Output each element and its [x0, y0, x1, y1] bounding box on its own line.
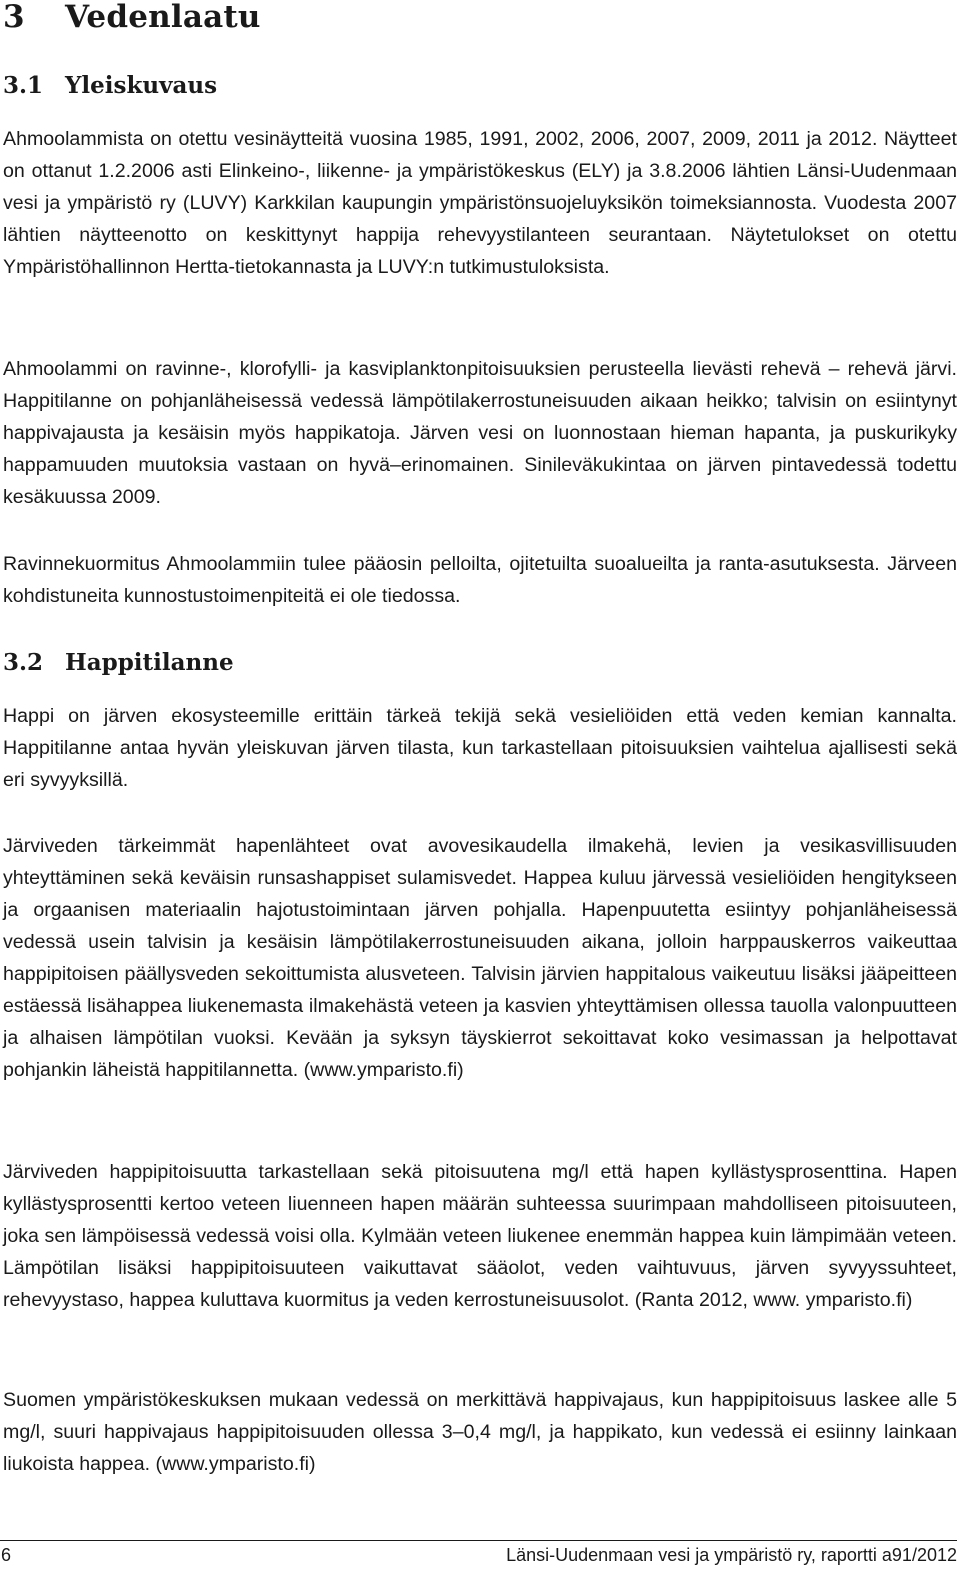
section-number: 3.2 [3, 649, 44, 676]
section-title: Happitilanne [65, 649, 234, 676]
paragraph-oxygen-sources: Järviveden tärkeimmät hapenlähteet ovat avovesikaudella ilmakehä, levien ja vesikasvillisuuden yhteyttäminen sekä keväisin runsashappiset sulamisvedet. Happea kuluu järvessä vesieliöiden hengitykseen ja orgaanisen materiaalin hajotustoimintaan järven pohjalla. Hapenpuutetta esiintyy pohjanläheisessä vedessä usein talvisin ja kesäisin lämpötilakerrostuneisuuden aikana, jolloin harppauskerros vaikeuttaa happipitoisen päällysveden sekoittumista alusveteen. Talvisin järvien happitalous vaikeutuu lisäksi jääpeitteen estäessä lisähappea liukenemasta ilmakehästä veteen ja kasvien yhteyttämisen ollessa tauolla valonpuutteen ja alhaisen lämpötilan vuoksi. Kevään ja syksyn täyskierrot sekoittavat koko vesimassan ja helpottavat pohjankin läheistä happitilannetta. (www.ymparisto.fi) [3, 835, 957, 1081]
paragraph-sampling-history: Ahmoolammista on otettu vesinäytteitä vuosina 1985, 1991, 2002, 2006, 2007, 2009, 2011 ja 2012. Näytteet on ottanut 1.2.2006 asti Elinkeino-, liikenne- ja ympäristökeskus (ELY) ja 3.8.2006 lähtien Länsi-Uudenmaan vesi ja ympäristö ry (LUVY) Karkkilan kaupungin ympäristönsuojeluyksikön toimeksiannosta. Vuodesta 2007 lähtien näytteenotto on keskittynyt happija rehevyystilanteen seurantaan. Näytetulokset on otettu Ympäristöhallinnon Hertta-tietokannasta ja LUVY:n tutkimustuloksista. [3, 128, 957, 278]
section-heading-happitilanne [3, 649, 234, 676]
paragraph-oxygen-deficit: Suomen ympäristökeskuksen mukaan vedessä on merkittävä happivajaus, kun happipitoisuus laskee alle 5 mg/l, suuri happivajaus happipitoisuuden ollessa 3–0,4 mg/l, ja happikato, kun vedessä ei esiinny lainkaan liukoista happea. (www.ymparisto.fi) [3, 1389, 957, 1475]
footer-publisher: Länsi-Uudenmaan vesi ja ympäristö ry, raportti a91/2012 [506, 1545, 957, 1565]
chapter-number: 3 [3, 0, 25, 35]
footer-divider [0, 1540, 957, 1541]
page-number: 6 [1, 1545, 12, 1565]
section-number: 3.1 [3, 72, 44, 99]
paragraph-oxygen-intro: Happi on järven ekosysteemille erittäin tärkeä tekijä sekä vesieliöiden että veden kemian kannalta. Happitilanne antaa hyvän yleiskuvan järven tilasta, kun tarkastellaan pitoisuuksien vaihtelua ajallisesti sekä eri syvyyksillä. [3, 705, 957, 791]
paragraph-lake-status: Ahmoolammi on ravinne-, klorofylli- ja kasviplanktonpitoisuuksien perusteella lievästi rehevä – rehevä järvi. Happitilanne on pohjanläheisessä vedessä lämpötilakerrostuneisuuden aikaan heikko; talvisin on esiintynyt happivajausta ja kesäisin myös happikatoja. Järven vesi on luonnostaan hieman hapanta, ja puskurikyky happamuuden muutoksia vastaan on hyvä–erinomainen. Sinileväkukintaa on järven pintavedessä todettu kesäkuussa 2009. [3, 358, 957, 508]
paragraph-nutrient-load: Ravinnekuormitus Ahmoolammiin tulee pääosin pelloilta, ojitetuilta suoalueilta ja ranta-asutuksesta. Järveen kohdistuneita kunnostustoimenpiteitä ei ole tiedossa. [3, 553, 957, 607]
chapter-title: Vedenlaatu [65, 0, 261, 35]
paragraph-oxygen-measurement: Järviveden happipitoisuutta tarkastellaan sekä pitoisuutena mg/l että hapen kyllästysprosenttina. Hapen kyllästysprosentti kertoo veteen liuenneen hapen määrän suhteessa suurimpaan mahdolliseen pitoisuuteen, joka sen lämpöisessä vedessä voisi olla. Kylmään veteen liukenee enemmän happea kuin lämpimään veteen. Lämpötilan lisäksi happipitoisuuteen vaikuttavat sääolot, veden vaihtuvuus, järven syvyyssuhteet, rehevyystaso, happea kuluttava kuormitus ja veden kerrostuneisuusolot. (Ranta 2012, www. ymparisto.fi) [3, 1161, 957, 1311]
chapter-heading [3, 0, 261, 35]
section-heading-yleiskuvaus [3, 72, 217, 99]
section-title: Yleiskuvaus [65, 72, 218, 99]
